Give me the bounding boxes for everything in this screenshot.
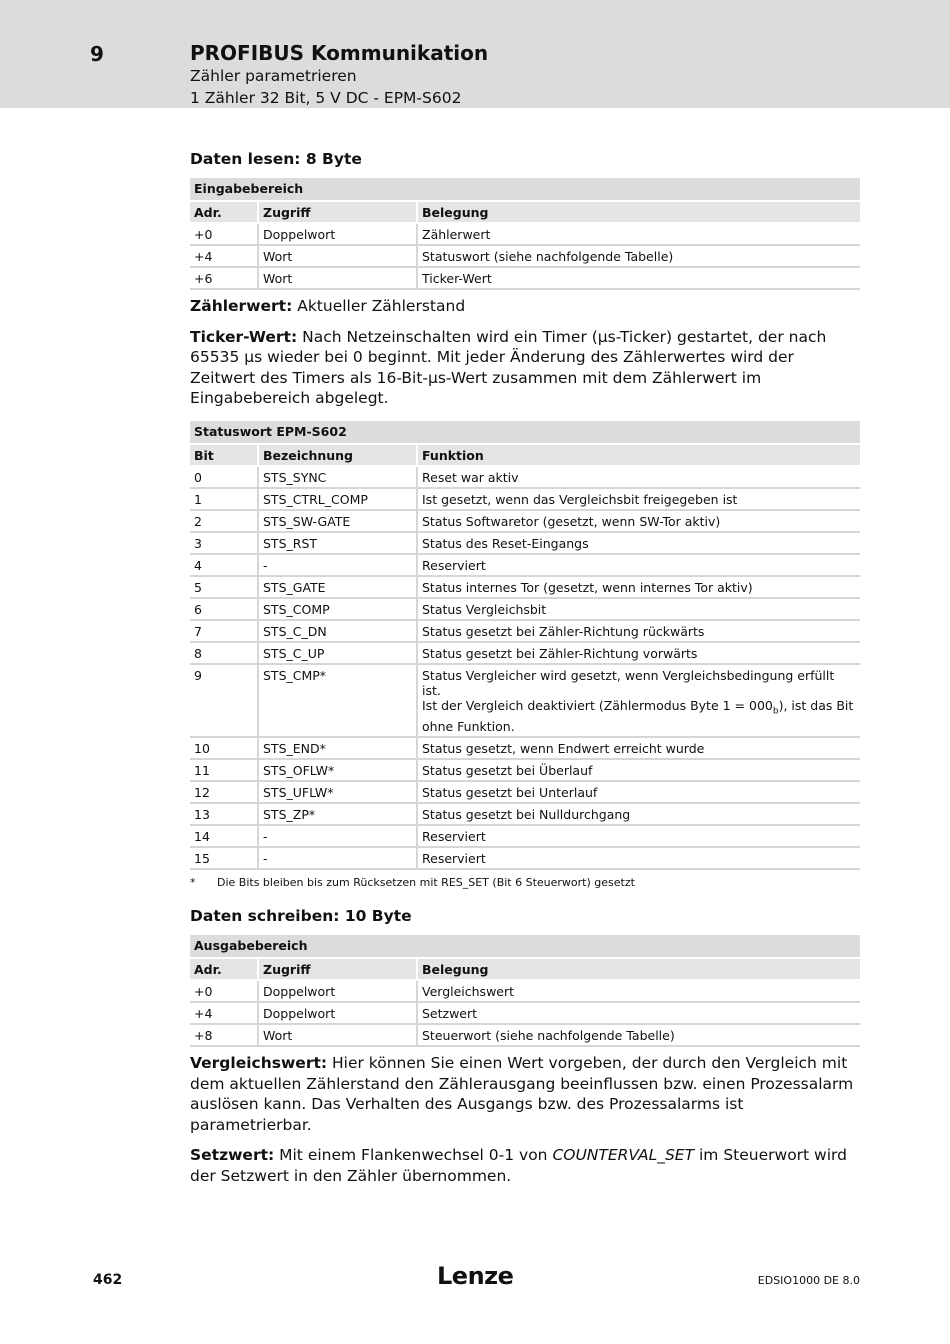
read-heading: Daten lesen: 8 Byte bbox=[190, 150, 362, 168]
table-caption: Statuswort EPM-S602 bbox=[190, 421, 860, 444]
cell: +6 bbox=[190, 267, 258, 289]
cell: Doppelwort bbox=[258, 223, 417, 245]
cell: STS_RST bbox=[258, 532, 417, 554]
term-text: Hier können Sie einen Wert vorgeben, der durch den Vergleich mit dem aktuellen Zählerstand den Zählerausgang beeinflussen bzw. einen Prozessalarm auslösen kann. Das Verhalten des Ausgangs bzw. des Prozessalarms ist parametrierbar. bbox=[190, 1054, 854, 1134]
table-row bbox=[190, 847, 860, 869]
cell: Vergleichswert bbox=[417, 980, 860, 1002]
cell: 8 bbox=[190, 642, 258, 664]
cell: Reserviert bbox=[417, 847, 860, 869]
table-row bbox=[190, 466, 860, 488]
table-row bbox=[190, 576, 860, 598]
column-header: Belegung bbox=[417, 201, 860, 223]
page-number: 462 bbox=[93, 1272, 123, 1288]
term-label: Ticker-Wert: bbox=[190, 327, 298, 346]
cell: 1 bbox=[190, 488, 258, 510]
cell: Steuerwort (siehe nachfolgende Tabelle) bbox=[417, 1024, 860, 1046]
subscript: b bbox=[772, 706, 779, 716]
cell: 0 bbox=[190, 466, 258, 488]
term-text: Nach Netzeinschalten wird ein Timer (µs-Ticker) gestartet, der nach 65535 µs wieder bei 0 beginnt. Mit jeder Änderung des Zählerwertes wird der Zeitwert des Timers als 16-Bit-µs-Wert zusammen mit dem Zählerwert im Eingabebereich abgelegt. bbox=[190, 327, 827, 407]
table-row bbox=[190, 510, 860, 532]
cell: +0 bbox=[190, 223, 258, 245]
cell-line: ), ist das Bit ohne Funktion. bbox=[422, 697, 854, 734]
cell: STS_OFLW* bbox=[258, 759, 417, 781]
column-header: Adr. bbox=[190, 201, 258, 223]
cell: Status Vergleichsbit bbox=[417, 598, 860, 620]
page-header bbox=[0, 0, 950, 108]
cell: 5 bbox=[190, 576, 258, 598]
cell: STS_C_DN bbox=[258, 620, 417, 642]
cell: Reset war aktiv bbox=[417, 466, 860, 488]
term-text: im Steuerwort wird der Setzwert in den Zähler übernommen. bbox=[190, 1146, 847, 1185]
cell: Setzwert bbox=[417, 1002, 860, 1024]
cell: STS_CTRL_COMP bbox=[258, 488, 417, 510]
cell: Status gesetzt bei Zähler-Richtung vorwärts bbox=[417, 642, 860, 664]
table-row bbox=[190, 642, 860, 664]
document-id: EDSIO1000 DE 8.0 bbox=[757, 1274, 860, 1287]
cell: 12 bbox=[190, 781, 258, 803]
footnote-text: Die Bits bleiben bis zum Rücksetzen mit RES_SET (Bit 6 Steuerwort) gesetzt bbox=[217, 876, 635, 889]
cell: 11 bbox=[190, 759, 258, 781]
term-text: Aktueller Zählerstand bbox=[292, 297, 466, 315]
footnote bbox=[190, 876, 860, 889]
cell: Ist gesetzt, wenn das Vergleichsbit freigegeben ist bbox=[417, 488, 860, 510]
zaehlerwert-paragraph bbox=[190, 296, 860, 317]
table-row bbox=[190, 803, 860, 825]
cell: Status gesetzt, wenn Endwert erreicht wurde bbox=[417, 737, 860, 759]
table-row bbox=[190, 980, 860, 1002]
cell: 6 bbox=[190, 598, 258, 620]
cell-line: Ist der Vergleich deaktiviert (Zählermodus Byte 1 = 000 bbox=[422, 697, 773, 713]
column-header: Bit bbox=[190, 444, 258, 466]
cell: 10 bbox=[190, 737, 258, 759]
cell: STS_UFLW* bbox=[258, 781, 417, 803]
table-caption: Eingabebereich bbox=[190, 178, 860, 201]
table-row bbox=[190, 245, 860, 267]
chapter-number: 9 bbox=[90, 42, 104, 66]
cell: Zählerwert bbox=[417, 223, 860, 245]
cell: - bbox=[258, 847, 417, 869]
cell: Doppelwort bbox=[258, 1002, 417, 1024]
cell: +4 bbox=[190, 245, 258, 267]
cell: Status gesetzt bei Zähler-Richtung rückwärts bbox=[417, 620, 860, 642]
cell: - bbox=[258, 554, 417, 576]
table-row bbox=[190, 554, 860, 576]
cell: 15 bbox=[190, 847, 258, 869]
output-table bbox=[190, 935, 860, 1047]
table-row bbox=[190, 620, 860, 642]
table-row bbox=[190, 532, 860, 554]
table-row bbox=[190, 759, 860, 781]
status-table bbox=[190, 421, 860, 871]
table-row bbox=[190, 664, 860, 738]
table-row bbox=[190, 267, 860, 289]
column-header: Zugriff bbox=[258, 201, 417, 223]
cell: STS_ZP* bbox=[258, 803, 417, 825]
cell: Status des Reset-Eingangs bbox=[417, 532, 860, 554]
cell-line: Status Vergleicher wird gesetzt, wenn Vergleichsbedingung erfüllt ist. bbox=[422, 667, 835, 698]
cell: Wort bbox=[258, 1024, 417, 1046]
cell: 7 bbox=[190, 620, 258, 642]
cell: STS_CMP* bbox=[258, 664, 417, 738]
table-row bbox=[190, 1002, 860, 1024]
vergleichswert-paragraph bbox=[190, 1053, 860, 1135]
table-row bbox=[190, 781, 860, 803]
cell: Statuswort (siehe nachfolgende Tabelle) bbox=[417, 245, 860, 267]
lenze-logo: Lenze bbox=[437, 1262, 514, 1290]
table-caption: Ausgabebereich bbox=[190, 935, 860, 958]
term-code: COUNTERVAL_SET bbox=[552, 1146, 695, 1164]
cell: STS_SYNC bbox=[258, 466, 417, 488]
setzwert-paragraph bbox=[190, 1145, 860, 1186]
cell: STS_COMP bbox=[258, 598, 417, 620]
table-row bbox=[190, 825, 860, 847]
cell: Status gesetzt bei Unterlauf bbox=[417, 781, 860, 803]
cell: +0 bbox=[190, 980, 258, 1002]
term-label: Zählerwert: bbox=[190, 297, 293, 315]
cell: STS_GATE bbox=[258, 576, 417, 598]
cell: +8 bbox=[190, 1024, 258, 1046]
cell: Status Softwaretor (gesetzt, wenn SW-Tor aktiv) bbox=[417, 510, 860, 532]
cell: Doppelwort bbox=[258, 980, 417, 1002]
write-heading: Daten schreiben: 10 Byte bbox=[190, 907, 412, 925]
section-subtitle: Zähler parametrieren bbox=[190, 67, 357, 85]
cell: Reserviert bbox=[417, 825, 860, 847]
column-header: Belegung bbox=[417, 958, 860, 980]
column-header: Zugriff bbox=[258, 958, 417, 980]
term-label: Vergleichswert: bbox=[190, 1054, 328, 1072]
subsection-subtitle: 1 Zähler 32 Bit, 5 V DC - EPM-S602 bbox=[190, 89, 462, 107]
cell: STS_SW-GATE bbox=[258, 510, 417, 532]
column-header: Funktion bbox=[417, 444, 860, 466]
term-label: Setzwert: bbox=[190, 1146, 275, 1164]
column-header: Bezeichnung bbox=[258, 444, 417, 466]
cell bbox=[417, 664, 860, 738]
cell: 2 bbox=[190, 510, 258, 532]
column-header: Adr. bbox=[190, 958, 258, 980]
input-table bbox=[190, 178, 860, 290]
cell: 9 bbox=[190, 664, 258, 738]
ticker-paragraph bbox=[190, 327, 860, 409]
cell: 14 bbox=[190, 825, 258, 847]
term-text: Mit einem Flankenwechsel 0-1 von bbox=[274, 1146, 553, 1164]
cell: 4 bbox=[190, 554, 258, 576]
cell: Status internes Tor (gesetzt, wenn internes Tor aktiv) bbox=[417, 576, 860, 598]
cell: 3 bbox=[190, 532, 258, 554]
cell: Ticker-Wert bbox=[417, 267, 860, 289]
page-content bbox=[190, 150, 860, 1196]
cell: Status gesetzt bei Überlauf bbox=[417, 759, 860, 781]
cell: 13 bbox=[190, 803, 258, 825]
cell: Wort bbox=[258, 245, 417, 267]
chapter-title: PROFIBUS Kommunikation bbox=[190, 41, 489, 65]
table-row bbox=[190, 1024, 860, 1046]
table-row bbox=[190, 598, 860, 620]
table-row bbox=[190, 737, 860, 759]
table-row bbox=[190, 488, 860, 510]
cell: +4 bbox=[190, 1002, 258, 1024]
footnote-mark: * bbox=[190, 876, 196, 889]
cell: - bbox=[258, 825, 417, 847]
cell: Reserviert bbox=[417, 554, 860, 576]
cell: Wort bbox=[258, 267, 417, 289]
cell: STS_C_UP bbox=[258, 642, 417, 664]
table-row bbox=[190, 223, 860, 245]
cell: Status gesetzt bei Nulldurchgang bbox=[417, 803, 860, 825]
cell: STS_END* bbox=[258, 737, 417, 759]
